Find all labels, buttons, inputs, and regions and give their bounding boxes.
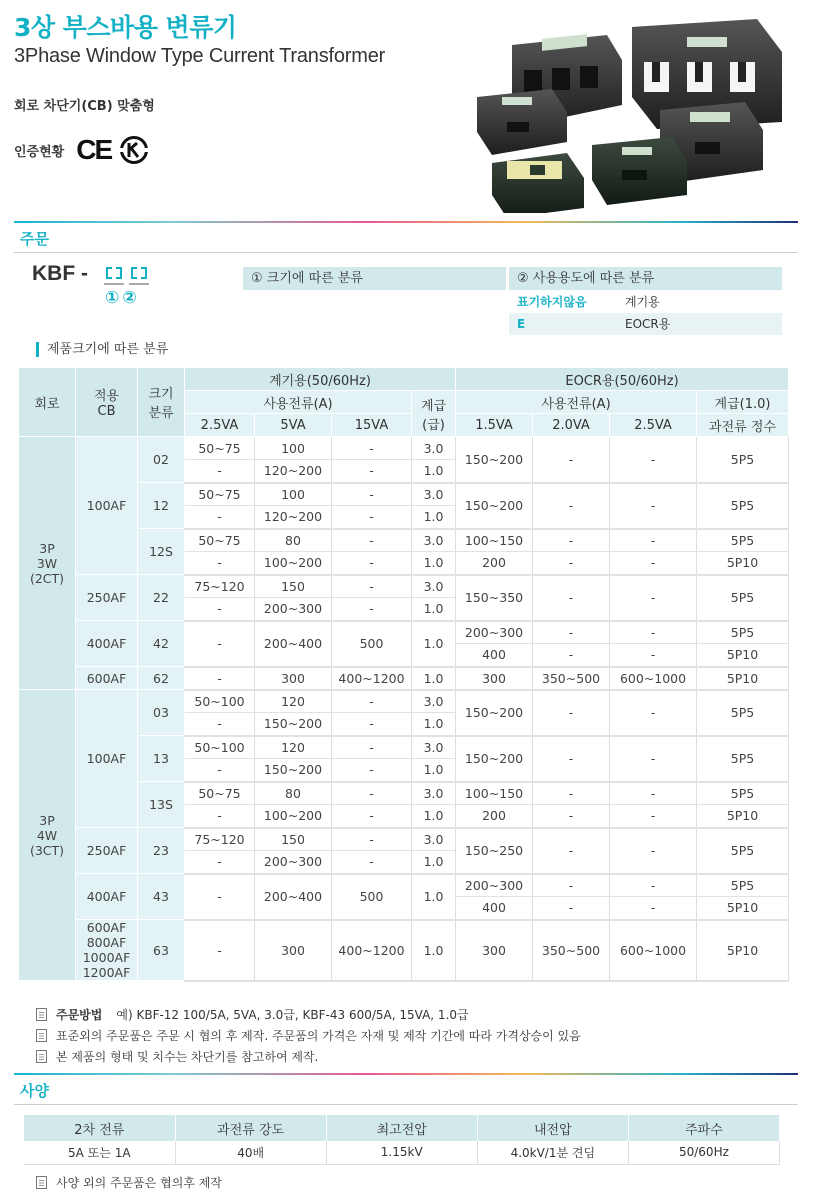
meter-cell: - xyxy=(332,713,412,736)
note-label: 주문방법 xyxy=(56,1008,103,1022)
meter-cell: 300 xyxy=(255,920,332,981)
note-item xyxy=(36,1046,581,1067)
eocr-cell: - xyxy=(610,644,697,667)
meter-cell: 3.0 xyxy=(412,782,456,805)
meter-cell: - xyxy=(185,598,255,621)
size-classification-header: ① 크기에 따른 분류 xyxy=(243,267,506,290)
meter-cell: 1.0 xyxy=(412,506,456,529)
cb-label: 400AF xyxy=(86,636,127,651)
cb-label: 100AF xyxy=(86,498,127,513)
document-icon xyxy=(36,1029,47,1042)
meter-cell: - xyxy=(185,874,255,920)
header-va: 1.5VA xyxy=(456,414,533,437)
meter-cell: 100 xyxy=(255,483,332,506)
header-va: 2.5VA xyxy=(610,414,697,437)
eocr-cell: - xyxy=(610,621,697,644)
eocr-cell: 5P5 xyxy=(697,690,789,736)
meter-cell: - xyxy=(332,529,412,552)
spec-table xyxy=(24,1115,780,1165)
table-row xyxy=(19,437,789,460)
eocr-cell: - xyxy=(533,483,610,529)
circuit-label: 3P xyxy=(39,540,55,556)
spec-header: 최고전압 xyxy=(326,1115,477,1141)
eocr-cell: 5P10 xyxy=(697,552,789,575)
meter-cell: 3.0 xyxy=(412,736,456,759)
meter-cell: 80 xyxy=(255,529,332,552)
eocr-cell: 400 xyxy=(456,897,533,920)
meter-cell: 3.0 xyxy=(412,437,456,460)
circuit-label: (3CT) xyxy=(29,842,65,858)
meter-cell: - xyxy=(185,552,255,575)
section-divider-gradient xyxy=(14,1073,798,1075)
meter-cell: - xyxy=(332,483,412,506)
eocr-cell: 200 xyxy=(456,805,533,828)
eocr-cell: - xyxy=(610,690,697,736)
cb-cell xyxy=(76,621,138,667)
spec-value: 50/60Hz xyxy=(628,1141,779,1164)
meter-cell: - xyxy=(185,713,255,736)
header-overcurrent: 과전류 정수 xyxy=(697,414,789,437)
model-code-slots xyxy=(104,265,149,285)
eocr-cell: 5P10 xyxy=(697,920,789,981)
usage-row xyxy=(509,291,782,313)
meter-cell: - xyxy=(185,506,255,529)
eocr-cell: - xyxy=(533,552,610,575)
eocr-cell: 400 xyxy=(456,644,533,667)
meter-cell: 120 xyxy=(255,736,332,759)
meter-cell: 200~400 xyxy=(255,874,332,920)
order-notes xyxy=(36,1004,581,1067)
meter-cell: 3.0 xyxy=(412,690,456,713)
header-va: 2.5VA xyxy=(185,414,255,437)
spec-value: 5A 또는 1A xyxy=(24,1141,175,1164)
eocr-cell: 5P10 xyxy=(697,644,789,667)
meter-cell: 1.0 xyxy=(412,805,456,828)
meter-cell: 500 xyxy=(332,874,412,920)
note-item xyxy=(36,1025,581,1046)
slot-1 xyxy=(104,265,124,285)
page-title: 3상 부스바용 변류기 xyxy=(14,13,237,42)
meter-cell: 200~300 xyxy=(255,598,332,621)
note-text: 표준외의 주문품은 주문 시 협의 후 제작. 주문품의 가격은 자재 및 제작 기간에 따라 가격상승이 있음 xyxy=(56,1029,581,1043)
size-subtitle: 제품크기에 따른 분류 xyxy=(36,342,168,357)
spec-header: 주파수 xyxy=(628,1115,779,1141)
eocr-cell: - xyxy=(533,621,610,644)
eocr-cell: 5P5 xyxy=(697,529,789,552)
cb-label: 1200AF xyxy=(82,965,131,980)
meter-cell: 3.0 xyxy=(412,575,456,598)
note-text: 사양 외의 주문품은 협의후 제작 xyxy=(56,1176,222,1190)
meter-cell: 1.0 xyxy=(412,713,456,736)
size-cell: 22 xyxy=(138,575,185,621)
eocr-cell: - xyxy=(533,805,610,828)
eocr-cell: 200 xyxy=(456,552,533,575)
cb-cell xyxy=(76,920,138,981)
meter-cell: 100~200 xyxy=(255,805,332,828)
size-cell: 13 xyxy=(138,736,185,782)
cb-cell xyxy=(76,667,138,690)
table-row xyxy=(19,920,789,981)
eocr-cell: 150~350 xyxy=(456,575,533,621)
eocr-cell: 5P5 xyxy=(697,575,789,621)
slot-number-2: ② xyxy=(122,288,137,308)
cb-label: 800AF xyxy=(86,935,127,950)
meter-cell: - xyxy=(332,736,412,759)
cb-label: 600AF xyxy=(86,670,127,686)
eocr-cell: - xyxy=(610,552,697,575)
cb-cell xyxy=(76,437,138,575)
eocr-cell: 5P5 xyxy=(697,736,789,782)
eocr-cell: - xyxy=(533,437,610,483)
header-eocr-current: 사용전류(A) xyxy=(456,391,697,414)
eocr-cell: - xyxy=(533,529,610,552)
meter-cell: - xyxy=(185,851,255,874)
meter-cell: - xyxy=(332,598,412,621)
usage-classification-header: ② 사용용도에 따른 분류 xyxy=(509,267,782,290)
circuit-label: (2CT) xyxy=(29,570,65,586)
circuit-label: 3W xyxy=(36,555,58,571)
size-cell: 03 xyxy=(138,690,185,736)
meter-cell: 1.0 xyxy=(412,621,456,667)
section-divider xyxy=(14,1104,798,1105)
product-photo xyxy=(452,5,812,213)
eocr-cell: - xyxy=(610,897,697,920)
eocr-cell: 350~500 xyxy=(533,667,610,690)
meter-cell: 1.0 xyxy=(412,851,456,874)
eocr-cell: - xyxy=(610,575,697,621)
table-row xyxy=(19,828,789,851)
size-cell: 12S xyxy=(138,529,185,575)
note-text: 예) KBF-12 100/5A, 5VA, 3.0급, KBF-43 600/5A, 15VA, 1.0급 xyxy=(116,1008,469,1022)
meter-cell: 200~300 xyxy=(255,851,332,874)
usage-code: 표기하지않음 xyxy=(517,295,587,309)
eocr-cell: - xyxy=(533,782,610,805)
header-cb: 적용 CB xyxy=(76,368,138,437)
eocr-cell: 100~150 xyxy=(456,529,533,552)
slot-number-1: ① xyxy=(105,288,120,308)
eocr-cell: - xyxy=(533,828,610,874)
eocr-cell: 200~300 xyxy=(456,621,533,644)
eocr-cell: 5P5 xyxy=(697,828,789,874)
table-row xyxy=(19,690,789,713)
eocr-cell: - xyxy=(610,736,697,782)
meter-cell: 150 xyxy=(255,828,332,851)
meter-cell: 120 xyxy=(255,690,332,713)
eocr-cell: - xyxy=(533,736,610,782)
eocr-cell: - xyxy=(610,874,697,897)
eocr-cell: - xyxy=(533,690,610,736)
eocr-cell: 150~200 xyxy=(456,483,533,529)
meter-cell: 400~1200 xyxy=(332,667,412,690)
kc-mark-icon xyxy=(119,135,149,165)
circuit-label: 3P xyxy=(39,812,55,828)
size-classification-table xyxy=(18,367,789,982)
eocr-cell: 5P10 xyxy=(697,667,789,690)
circuit-cell xyxy=(19,437,76,690)
eocr-cell: 300 xyxy=(456,667,533,690)
meter-cell: - xyxy=(332,782,412,805)
cb-label: 1000AF xyxy=(82,950,131,965)
meter-cell: 50~75 xyxy=(185,782,255,805)
header-va: 15VA xyxy=(332,414,412,437)
spec-section-title: 사양 xyxy=(20,1082,49,1100)
meter-cell: 120~200 xyxy=(255,460,332,483)
meter-cell: 1.0 xyxy=(412,598,456,621)
cb-label: 100AF xyxy=(86,751,127,766)
eocr-cell: 150~200 xyxy=(456,690,533,736)
size-cell: 12 xyxy=(138,483,185,529)
meter-cell: - xyxy=(332,460,412,483)
meter-cell: 500 xyxy=(332,621,412,667)
cb-cell xyxy=(76,874,138,920)
meter-cell: 50~75 xyxy=(185,437,255,460)
header-circuit: 회로 xyxy=(19,368,76,437)
meter-cell: - xyxy=(185,920,255,981)
eocr-cell: 5P5 xyxy=(697,483,789,529)
meter-cell: 3.0 xyxy=(412,529,456,552)
page-subtitle: 3Phase Window Type Current Transformer xyxy=(14,45,386,67)
size-cell: 13S xyxy=(138,782,185,828)
meter-cell: 50~100 xyxy=(185,690,255,713)
model-prefix: KBF - xyxy=(32,262,88,285)
circuit-cell xyxy=(19,690,76,981)
header-size: 크기 분류 xyxy=(138,368,185,437)
eocr-cell: - xyxy=(533,874,610,897)
eocr-cell: 200~300 xyxy=(456,874,533,897)
size-cell: 42 xyxy=(138,621,185,667)
meter-cell: 1.0 xyxy=(412,460,456,483)
meter-cell: 50~75 xyxy=(185,529,255,552)
header-va: 2.0VA xyxy=(533,414,610,437)
size-cell: 62 xyxy=(138,667,185,690)
meter-cell: 3.0 xyxy=(412,483,456,506)
size-cell: 43 xyxy=(138,874,185,920)
eocr-cell: 100~150 xyxy=(456,782,533,805)
spec-header: 과전류 강도 xyxy=(175,1115,326,1141)
eocr-cell: 150~250 xyxy=(456,828,533,874)
spec-value: 40배 xyxy=(175,1141,326,1164)
slot-2 xyxy=(129,265,149,285)
header-meter-group: 계기용(50/60Hz) xyxy=(185,368,456,391)
meter-cell: - xyxy=(185,621,255,667)
cert-label: 인증현황 xyxy=(14,144,65,160)
meter-cell: 100~200 xyxy=(255,552,332,575)
cb-label: 250AF xyxy=(86,590,127,605)
spec-value: 1.15kV xyxy=(326,1141,477,1164)
size-cell: 02 xyxy=(138,437,185,483)
eocr-cell: 5P5 xyxy=(697,621,789,644)
meter-cell: 120~200 xyxy=(255,506,332,529)
meter-cell: - xyxy=(332,575,412,598)
cb-cell xyxy=(76,828,138,874)
size-cell: 23 xyxy=(138,828,185,874)
eocr-cell: - xyxy=(610,529,697,552)
meter-cell: 1.0 xyxy=(412,874,456,920)
cb-cell xyxy=(76,690,138,828)
meter-cell: 80 xyxy=(255,782,332,805)
meter-cell: 150 xyxy=(255,575,332,598)
meter-cell: - xyxy=(332,759,412,782)
document-icon xyxy=(36,1176,47,1189)
eocr-cell: 5P5 xyxy=(697,437,789,483)
slot-numbers xyxy=(105,288,137,308)
meter-cell: 300 xyxy=(255,667,332,690)
eocr-cell: 150~200 xyxy=(456,736,533,782)
cb-label: 250AF xyxy=(86,843,127,858)
header-meter-class: 계급 (급) xyxy=(412,391,456,437)
meter-cell: - xyxy=(185,805,255,828)
meter-cell: - xyxy=(185,460,255,483)
eocr-cell: - xyxy=(533,575,610,621)
header-meter-current: 사용전류(A) xyxy=(185,391,412,414)
spec-value: 4.0kV/1분 견딤 xyxy=(477,1141,628,1164)
meter-cell: 3.0 xyxy=(412,828,456,851)
spec-notes xyxy=(36,1172,222,1193)
document-icon xyxy=(36,1008,47,1021)
meter-cell: - xyxy=(332,552,412,575)
eocr-cell: 600~1000 xyxy=(610,920,697,981)
note-item xyxy=(36,1172,222,1193)
eocr-cell: 600~1000 xyxy=(610,667,697,690)
eocr-cell: - xyxy=(610,437,697,483)
table-row xyxy=(19,874,789,897)
usage-value: 계기용 xyxy=(625,295,660,309)
cb-label: 400AF xyxy=(86,889,127,904)
meter-cell: 150~200 xyxy=(255,759,332,782)
size-cell: 63 xyxy=(138,920,185,981)
eocr-cell: 5P10 xyxy=(697,897,789,920)
eocr-cell: - xyxy=(610,483,697,529)
eocr-cell: - xyxy=(533,644,610,667)
table-row xyxy=(19,667,789,690)
eocr-cell: 5P5 xyxy=(697,874,789,897)
section-divider xyxy=(14,252,798,253)
meter-cell: - xyxy=(332,437,412,460)
circuit-label: 4W xyxy=(36,827,58,843)
document-icon xyxy=(36,1050,47,1063)
feature-text: 회로 차단기(CB) 맞춤형 xyxy=(14,99,155,114)
eocr-cell: - xyxy=(533,897,610,920)
meter-cell: - xyxy=(332,805,412,828)
spec-header: 내전압 xyxy=(477,1115,628,1141)
header-eocr-group: EOCR용(50/60Hz) xyxy=(456,368,789,391)
meter-cell: - xyxy=(332,506,412,529)
usage-value: EOCR용 xyxy=(625,317,671,331)
certification-row xyxy=(14,134,149,166)
meter-cell: - xyxy=(332,828,412,851)
meter-cell: - xyxy=(185,667,255,690)
meter-cell: 50~100 xyxy=(185,736,255,759)
header-eocr-class: 계급(1.0) xyxy=(697,391,789,414)
eocr-cell: 300 xyxy=(456,920,533,981)
meter-cell: 1.0 xyxy=(412,759,456,782)
eocr-cell: - xyxy=(610,828,697,874)
eocr-cell: 150~200 xyxy=(456,437,533,483)
eocr-cell: - xyxy=(610,805,697,828)
eocr-cell: - xyxy=(610,782,697,805)
usage-code: E xyxy=(517,317,526,331)
section-divider-gradient xyxy=(14,221,798,223)
meter-cell: 1.0 xyxy=(412,552,456,575)
meter-cell: 1.0 xyxy=(412,920,456,981)
meter-cell: - xyxy=(185,759,255,782)
eocr-cell: 350~500 xyxy=(533,920,610,981)
spec-header: 2차 전류 xyxy=(24,1115,175,1141)
order-section-title: 주문 xyxy=(20,230,49,248)
meter-cell: 100 xyxy=(255,437,332,460)
meter-cell: 400~1200 xyxy=(332,920,412,981)
meter-cell: 75~120 xyxy=(185,575,255,598)
meter-cell: 50~75 xyxy=(185,483,255,506)
meter-cell: - xyxy=(332,851,412,874)
eocr-cell: 5P10 xyxy=(697,805,789,828)
ce-mark-icon: CE xyxy=(76,134,112,165)
meter-cell: 75~120 xyxy=(185,828,255,851)
meter-cell: 150~200 xyxy=(255,713,332,736)
table-row xyxy=(19,575,789,598)
cb-label: 600AF xyxy=(86,920,127,935)
usage-row xyxy=(509,313,782,335)
meter-cell: 200~400 xyxy=(255,621,332,667)
table-row xyxy=(19,621,789,644)
cb-cell xyxy=(76,575,138,621)
header-va: 5VA xyxy=(255,414,332,437)
note-item xyxy=(36,1004,581,1025)
meter-cell: 1.0 xyxy=(412,667,456,690)
meter-cell: - xyxy=(332,690,412,713)
note-text: 본 제품의 형태 및 치수는 차단기를 참고하여 제작. xyxy=(56,1050,319,1064)
eocr-cell: 5P5 xyxy=(697,782,789,805)
